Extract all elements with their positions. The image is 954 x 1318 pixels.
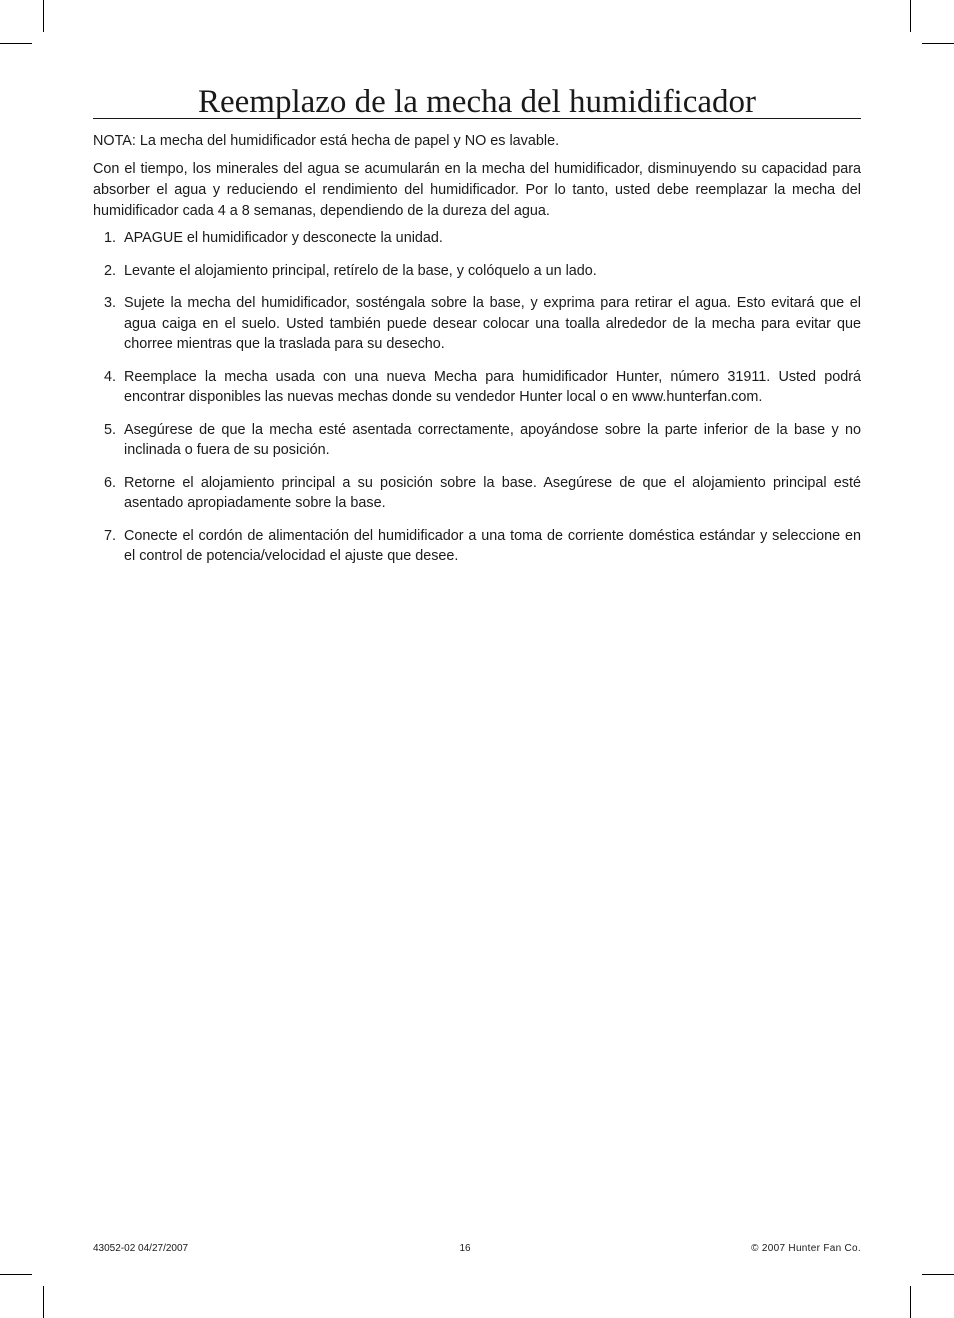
step-number: 2. [104,262,117,279]
footer-doc-code: 43052-02 04/27/2007 [93,1243,189,1254]
crop-mark-bottom-left-v [43,1286,44,1318]
step-number: 4. [104,368,117,385]
crop-mark-top-right-h [922,43,954,44]
step-number: 5. [104,421,117,438]
step-number: 6. [104,474,117,491]
step-item [93,420,861,461]
crop-mark-top-left-h [0,43,32,44]
crop-mark-top-left-v [43,0,44,32]
step-item [93,261,861,282]
step-number: 3. [104,295,117,311]
title-bar [93,80,861,119]
note-text: NOTA: La mecha del humidificador está hecha de papel y NO es lavable. [93,133,560,149]
crop-mark-bottom-right-h [922,1274,954,1275]
steps-list [93,228,861,567]
crop-mark-bottom-left-h [0,1274,32,1275]
step-text: Levante el alojamiento principal, retírelo de la base, y colóquelo a un lado. [124,262,597,279]
step-text: Reemplace la mecha usada con una nueva Mecha para humidificador Hunter, número 31911. Usted podrá encontrar disponibles las nuevas mechas donde su vendedor Hunter local o en www.hunterfan.com. [124,368,861,405]
step-item [93,293,861,355]
crop-mark-top-right-v [910,0,911,32]
step-number: 1. [104,230,117,246]
step-text: Retorne el alojamiento principal a su posición sobre la base. Asegúrese de que el alojamiento principal esté asentado apropiadamente sobre la base. [124,474,861,511]
step-item [93,367,861,408]
footer-page-number: 16 [459,1243,471,1254]
step-text: Asegúrese de que la mecha esté asentada correctamente, apoyándose sobre la parte inferior de la base y no inclinada o fuera de su posición. [124,421,861,458]
step-number: 7. [104,527,117,544]
step-item [93,473,861,514]
step-text: Conecte el cordón de alimentación del humidificador a una toma de corriente doméstica estándar y seleccione en el control de potencia/velocidad el ajuste que desee. [124,527,861,564]
intro-paragraph: Con el tiempo, los minerales del agua se acumularán en la mecha del humidificador, disminuyendo su capacidad para absorber el agua y reduciendo el rendimiento del humidificador. Por lo tanto, usted debe reemplazar la mecha del humidificador cada 4 a 8 semanas, dependiendo de la dureza del agua. [93,161,861,219]
page-title: Reemplazo de la mecha del humidificador [197,84,757,120]
step-item [93,228,861,249]
step-item [93,526,861,567]
crop-mark-bottom-right-v [910,1286,911,1318]
step-text: APAGUE el humidificador y desconecte la unidad. [124,230,443,246]
footer-copyright: © 2007 Hunter Fan Co. [751,1243,861,1254]
step-text: Sujete la mecha del humidificador, sosténgala sobre la base, y exprima para retirar el agua. Esto evitará que el agua caiga en el suelo. Usted también puede desear colocar una toalla alrededor de la mecha para evitar que chorree mientras que la traslada para su desecho. [124,295,861,352]
page-content [93,80,861,567]
